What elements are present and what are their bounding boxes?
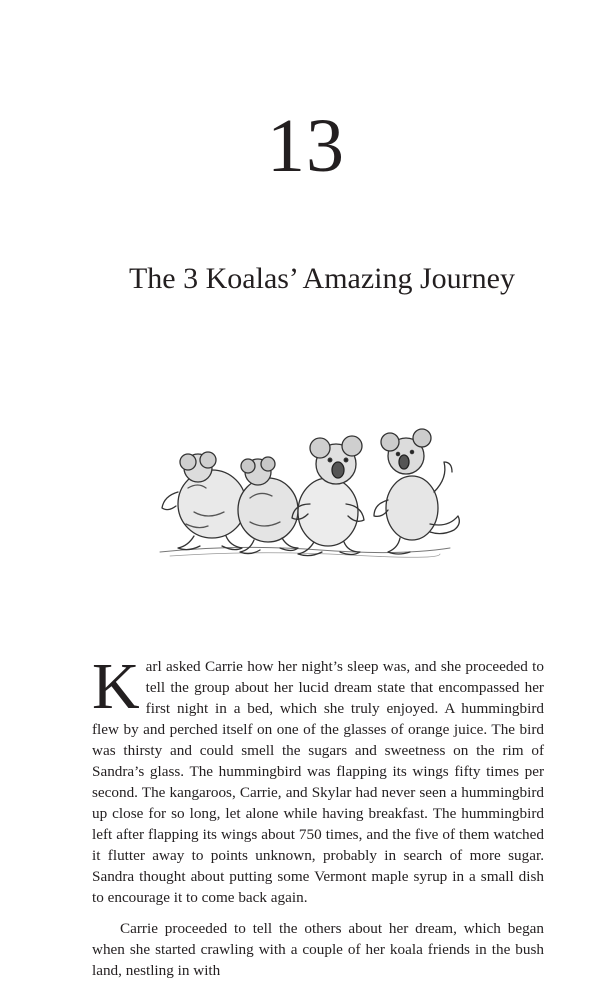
- koala-sketch-illustration: [150, 412, 480, 572]
- chapter-title: The 3 Koalas’ Amazing Journey: [128, 262, 515, 295]
- paragraph-second: Carrie proceeded to tell the others about her dream, which began when she started crawling with a couple of her koala friends in the bush land, nestling in with: [92, 920, 544, 979]
- drop-cap: K: [92, 650, 140, 723]
- body-text: [92, 650, 544, 981]
- paragraph-first-text: arl asked Carrie how her night’s sleep was, and she proceeded to tell the group about her lucid dream state that encompassed her first night in a bed, which she truly enjoyed. A hummingbird flew by and perched itself on one of the glasses of orange juice. The bird was thirsty and could smell the sugars and sweetness on the rim of Sandra’s glass. The hummingbird was flapping its wings fifty times per second. The kangaroos, Carrie, and Skylar had never seen a hummingbird up close for so long, let alone while having breakfast. The hummingbird left after flapping its wings about 750 times, and the five of them watched it flutter away to points unknown, probably in search of more sugar. Sandra thought about putting some Vermont maple syrup in a small dish to encourage it to come back again.: [92, 658, 544, 906]
- chapter-number: 13: [267, 104, 345, 188]
- paragraph-first: [92, 650, 544, 908]
